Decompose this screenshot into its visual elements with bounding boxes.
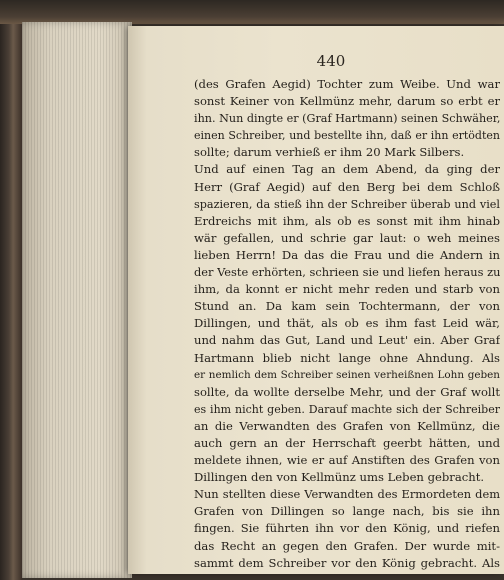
text-line: sollte, da wollte derselbe Mehr, und der Graf wollt [194,384,500,399]
text-line: das Recht an gegen den Grafen. Der wurde mit- [194,538,500,553]
text-line: Grafen von Dillingen so lange nach, bis sie ihn [194,504,500,519]
text-line: der Veste erhörten, schrieen sie und liefen heraus zu [194,265,500,280]
text-line: Dillingen den von Kellmünz ums Leben gebracht. [194,470,485,485]
book-cover-top [0,0,504,24]
text-line: (des Grafen Aegid) Tochter zum Weibe. Und war [194,77,500,91]
page-number: 440 [316,52,346,70]
text-line: Herr (Graf Aegid) auf den Berg bei dem Schloß [194,179,500,194]
text-line: sollte; darum verhieß er ihm 20 Mark Silbers. [194,145,465,160]
text-line: lieben Herrn! Da das die Frau und die Andern in [194,247,500,262]
text-line: Nun stellten diese Verwandten des Ermordeten dem [194,487,500,502]
text-line: an die Verwandten des Grafen von Kellmünz, die [194,418,500,433]
text-line: sammt dem Schreiber vor den König gebracht. Als [194,555,500,570]
text-line: Stund an. Da kam sein Tochtermann, der von [194,299,500,314]
text-line: Und auf einen Tag an dem Abend, da ging der [194,162,500,177]
text-line: Dillingen, und thät, als ob es ihm fast Leid wär, [194,316,500,331]
page-text [194,76,500,572]
text-line: und nahm das Gut, Land und Leut' ein. Aber Graf [194,333,500,348]
text-line: auch gern an der Herrschaft geerbt hätten, und [194,435,500,450]
text-line: Hartmann blieb nicht lange ohne Ahndung. Als [194,350,500,365]
book-spine-background [0,0,22,580]
text-line: ihm, da konnt er nicht mehr reden und starb von [194,282,500,297]
text-line: fingen. Sie führten ihn vor den König, und riefen [194,521,500,536]
text-line: ihn. Nun dingte er (Graf Hartmann) seinen Schwäher, [194,112,500,126]
text-line: Erdreichs mit ihm, als ob es sonst mit ihm hinab [194,213,500,228]
text-line: sonst Keiner von Kellmünz mehr, darum so erbt er [194,94,500,109]
page-stack-edges [22,22,132,578]
text-line: einen Schreiber, und bestellte ihn, daß er ihn ertödten [194,129,500,143]
book-page [128,26,504,574]
text-line: spazieren, da stieß ihn der Schreiber überab und viel [194,197,500,211]
text-line: es ihm nicht geben. Darauf machte sich der Schreiber [194,402,500,416]
text-line: wär gefallen, und schrie gar laut: o weh meines [194,230,500,245]
text-line: er nemlich dem Schreiber seinen verheißnen Lohn geben [194,368,500,381]
text-line: meldete ihnen, wie er auf Anstiften des Grafen von [194,453,500,468]
